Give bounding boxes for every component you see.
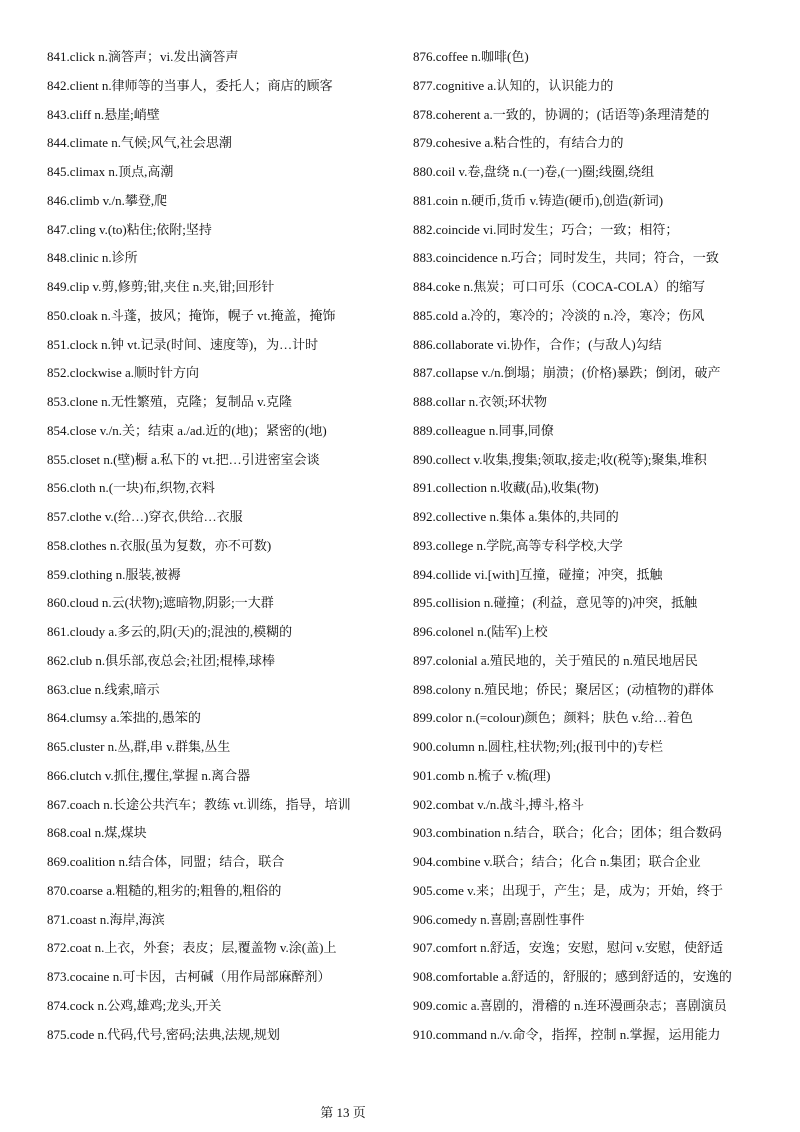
vocab-entry: 875.code n.代码,代号,密码;法典,法规,规划: [47, 1026, 280, 1042]
vocab-entry: 878.coherent a.一致的，协调的；(话语等)条理清楚的: [413, 106, 710, 122]
vocab-entry: 900.column n.圆柱,柱状物;列;(报刊中的)专栏: [413, 739, 663, 754]
vocab-entry: 894.collide vi.[with]互撞，碰撞；冲突，抵触: [413, 566, 663, 582]
vocab-entry: 874.cock n.公鸡,雄鸡;龙头,开关: [47, 997, 222, 1013]
vocab-entry: 861.cloudy a.多云的,阴(天)的;混浊的,模糊的: [47, 624, 293, 639]
vocab-entry: 902.combat v./n.战斗,搏斗,格斗: [413, 796, 585, 812]
vocab-entry: 841.click n.滴答声；vi.发出滴答声: [47, 49, 239, 64]
vocab-entry: 863.clue n.线索,暗示: [47, 681, 160, 697]
vocab-entry: 859.clothing n.服装,被褥: [47, 566, 181, 582]
vocab-entry: 885.cold a.冷的，寒冷的；冷淡的 n.冷，寒冷；伤风: [413, 307, 705, 323]
vocab-entry: 855.closet n.(壁)橱 a.私下的 vt.把…引进密室会谈: [47, 451, 320, 467]
vocab-entry: 889.colleague n.同事,同僚: [413, 422, 554, 438]
vocab-entry: 854.close v./n.关；结束 a./ad.近的(地)；紧密的(地): [47, 422, 327, 438]
vocab-entry: 845.climax n.顶点,高潮: [47, 164, 174, 179]
vocab-entry: 853.clone n.无性繁殖，克隆；复制品 v.克隆: [47, 394, 293, 409]
vocab-entry: 866.clutch v.抓住,攫住,掌握 n.离合器: [47, 767, 251, 783]
vocab-entry: 871.coast n.海岸,海滨: [47, 911, 165, 927]
vocab-entry: 899.color n.(=colour)颜色；颜料；肤色 v.给…着色: [413, 710, 693, 726]
vocab-entry: 869.coalition n.结合体，同盟；结合，联合: [47, 854, 285, 869]
vocab-entry: 848.clinic n.诊所: [47, 250, 138, 266]
vocab-entry: 882.coincide vi.同时发生；巧合；一致；相符；: [413, 221, 679, 237]
vocab-entry: 846.climb v./n.攀登,爬: [47, 192, 168, 208]
vocab-entry: 857.clothe v.(给…)穿衣,供给…衣服: [47, 509, 243, 524]
vocab-entry: 880.coil v.卷,盘绕 n.(一)卷,(一)圈;线圈,绕组: [413, 164, 655, 179]
vocab-entry: 908.comfortable a.舒适的，舒服的；感到舒适的，安逸的: [413, 969, 732, 984]
vocab-entry: 905.come v.来；出现于，产生；是，成为；开始，终于: [413, 882, 724, 898]
vocab-entry: 891.collection n.收藏(品),收集(物): [413, 480, 599, 496]
vocab-entry: 876.coffee n.咖啡(色): [413, 49, 529, 64]
vocab-entry: 865.cluster n.丛,群,串 v.群集,丛生: [47, 739, 231, 754]
vocab-entry: 887.collapse v./n.倒塌；崩溃；(价格)暴跌；倒闭，破产: [413, 365, 721, 381]
vocab-entry: 895.collision n.碰撞；(利益，意见等的)冲突，抵触: [413, 595, 698, 611]
vocab-entry: 893.college n.学院,高等专科学校,大学: [413, 537, 623, 553]
vocab-entry: 898.colony n.殖民地；侨民；聚居区；(动植物的)群体: [413, 681, 714, 697]
vocab-entry: 852.clockwise a.顺时针方向: [47, 365, 200, 381]
vocab-entry: 867.coach n.长途公共汽车；教练 vt.训练，指导，培训: [47, 796, 351, 812]
vocab-entry: 890.collect v.收集,搜集;领取,接走;收(税等);聚集,堆积: [413, 451, 707, 467]
vocab-entry: 860.cloud n.云(状物);遮暗物,阴影;一大群: [47, 595, 274, 611]
page-number: 第 13 页: [320, 1105, 366, 1120]
vocab-entry: 858.clothes n.衣服(虽为复数，亦不可数): [47, 537, 272, 553]
vocab-entry: 903.combination n.结合，联合；化合；团体；组合数码: [413, 825, 722, 841]
vocab-entry: 886.collaborate vi.协作，合作；(与敌人)勾结: [413, 336, 662, 352]
vocab-entry: 883.coincidence n.巧合；同时发生，共同；符合，一致: [413, 250, 719, 266]
vocab-entry: 850.cloak n.斗蓬，披风；掩饰，幌子 vt.掩盖，掩饰: [47, 307, 336, 323]
vocab-entry: 873.cocaine n.可卡因，古柯碱（用作局部麻醉剂）: [47, 969, 331, 984]
vocab-entry: 904.combine v.联合；结合；化合 n.集团；联合企业: [413, 854, 701, 869]
vocab-entry: 842.client n.律师等的当事人，委托人；商店的顾客: [47, 77, 333, 93]
vocab-entry: 896.colonel n.(陆军)上校: [413, 624, 548, 639]
vocab-entry: 879.cohesive a.粘合性的，有结合力的: [413, 135, 624, 151]
vocab-entry: 877.cognitive a.认知的，认识能力的: [413, 77, 614, 93]
vocab-entry: 847.cling v.(to)粘住;依附;坚持: [47, 221, 212, 237]
vocab-entry: 888.collar n.衣领;环状物: [413, 394, 547, 409]
vocab-entry: 901.comb n.梳子 v.梳(理): [413, 767, 551, 783]
right-vocab-column: [413, 43, 785, 1049]
vocab-entry: 906.comedy n.喜剧;喜剧性事件: [413, 911, 585, 927]
vocab-entry: 907.comfort n.舒适，安逸；安慰，慰问 v.安慰，使舒适: [413, 940, 724, 956]
vocab-entry: 856.cloth n.(一块)布,织物,衣料: [47, 480, 215, 496]
vocab-entry: 868.coal n.煤,煤块: [47, 825, 147, 841]
vocab-entry: 892.collective n.集体 a.集体的,共同的: [413, 509, 619, 524]
vocab-entry: 897.colonial a.殖民地的，关于殖民的 n.殖民地居民: [413, 652, 698, 668]
vocab-entry: 862.club n.俱乐部,夜总会;社团;棍棒,球棒: [47, 652, 275, 668]
vocab-entry: 881.coin n.硬币,货币 v.铸造(硬币),创造(新词): [413, 192, 664, 208]
vocab-entry: 851.clock n.钟 vt.记录(时间、速度等)，为…计时: [47, 336, 319, 352]
vocab-entry: 843.cliff n.悬崖;峭壁: [47, 106, 160, 122]
vocab-entry: 884.coke n.焦炭；可口可乐（COCA-COLA）的缩写: [413, 279, 706, 294]
vocab-entry: 849.clip v.剪,修剪;钳,夹住 n.夹,钳;回形针: [47, 279, 275, 294]
vocab-entry: 870.coarse a.粗糙的,粗劣的;粗鲁的,粗俗的: [47, 882, 282, 898]
left-vocab-column: [47, 43, 419, 1049]
vocab-entry: 872.coat n.上衣，外套；表皮；层,覆盖物 v.涂(盖)上: [47, 940, 337, 956]
vocab-entry: 844.climate n.气候;风气,社会思潮: [47, 135, 232, 151]
vocab-entry: 909.comic a.喜剧的，滑稽的 n.连环漫画杂志；喜剧演员: [413, 997, 727, 1013]
vocab-entry: 910.command n./v.命令，指挥，控制 n.掌握，运用能力: [413, 1026, 721, 1042]
vocab-entry: 864.clumsy a.笨拙的,愚笨的: [47, 710, 201, 726]
